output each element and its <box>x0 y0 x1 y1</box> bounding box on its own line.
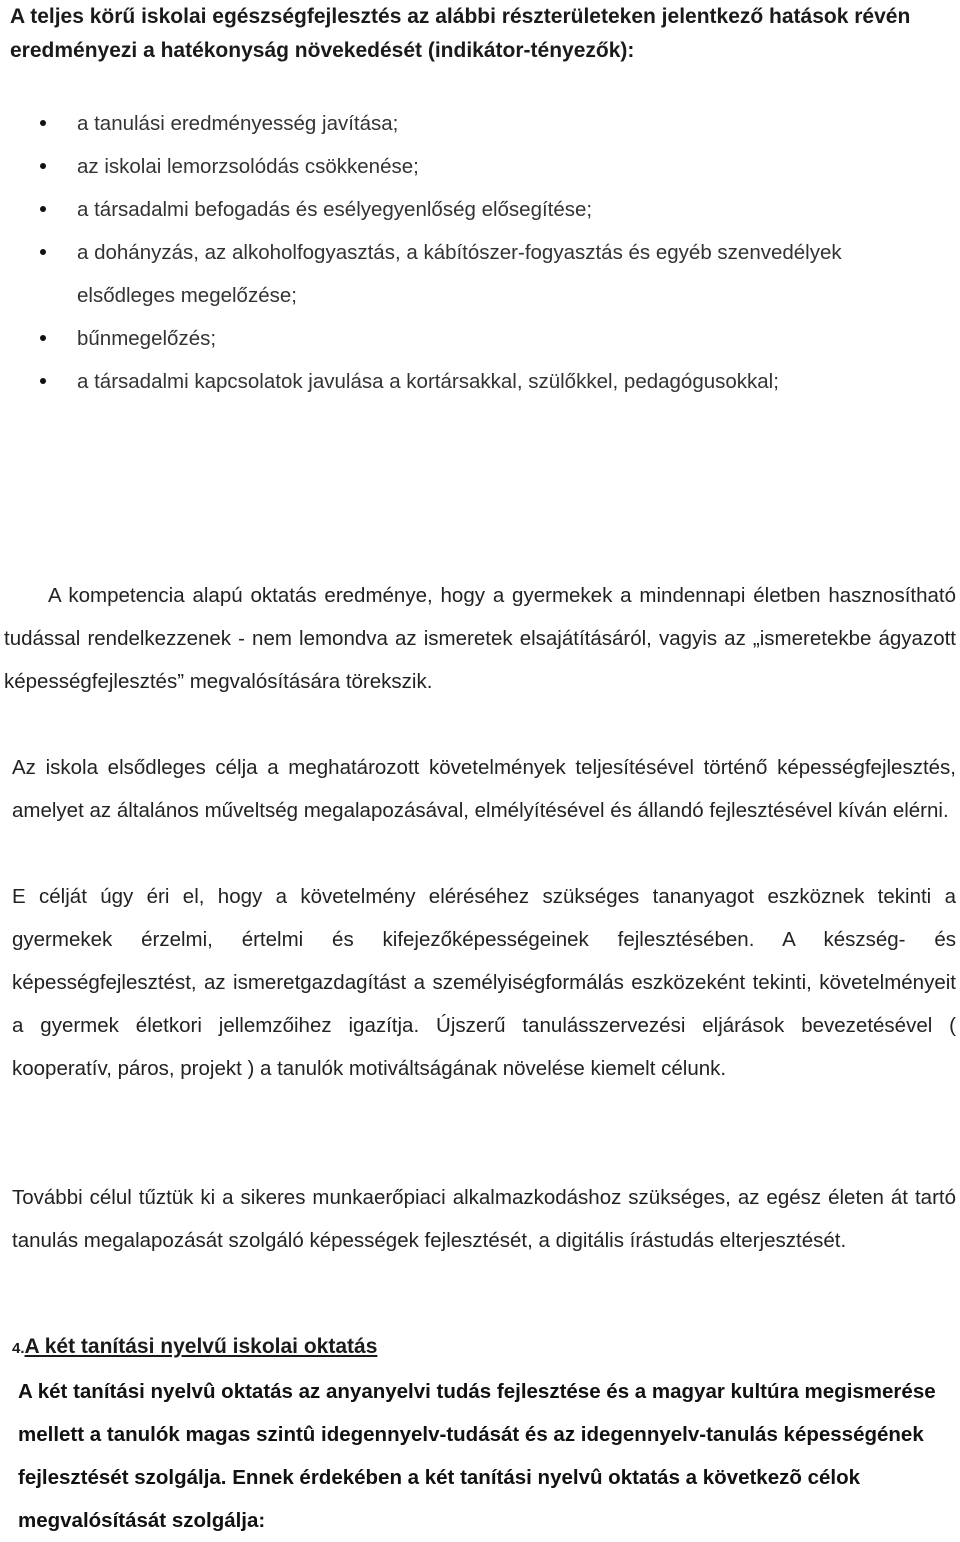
bullet-icon <box>40 378 46 384</box>
list-item-text: a dohányzás, az alkoholfogyasztás, a kábítószer-fogyasztás és egyéb szenvedélyek elsődleges megelőzése; <box>77 241 842 307</box>
bullet-icon <box>40 120 46 126</box>
paragraph-bilingual: A két tanítási nyelvû oktatás az anyanyelvi tudás fejlesztése és a magyar kultúra megismerése mellett a tanulók magas szintû idegennyelv-tudását és az idegennyelv-tanulás képességének fejlesztését szolgálja. Ennek érdekében a két tanítási nyelvû oktatás a következõ célok megvalósítását szolgálja: <box>18 1380 936 1532</box>
section-title <box>12 1330 952 1366</box>
list-item <box>0 145 937 188</box>
list-item <box>0 188 937 231</box>
list-item <box>0 360 937 403</box>
paragraph-competency: A kompetencia alapú oktatás eredménye, hogy a gyermekek a mindennapi életben hasznosítható tudással rendelkezzenek - nem lemondva az ismeretek elsajátításáról, vagyis az „ismeretekbe ágyazott képességfejlesztés” megvalósítására törekszik. <box>4 584 956 693</box>
section-heading: A teljes körű iskolai egészségfejlesztés az alábbi részterületeken jelentkező hatások révén eredményezi a hatékonyság növekedését (indikátor-tényezők): <box>10 5 911 62</box>
bullet-icon <box>40 163 46 169</box>
list-item-text: a társadalmi befogadás és esélyegyenlőség elősegítése; <box>77 198 593 221</box>
bullet-icon <box>40 206 46 212</box>
section-title-text: A két tanítási nyelvű iskolai oktatás <box>24 1335 378 1358</box>
list-item <box>0 102 937 145</box>
indicator-list <box>0 102 960 403</box>
bullet-icon <box>40 335 46 341</box>
list-item <box>0 317 937 360</box>
bullet-icon <box>40 249 46 255</box>
list-item-text: bűnmegelőzés; <box>77 327 217 350</box>
list-item-text: a tanulási eredményesség javítása; <box>77 112 399 135</box>
paragraph-methods: E célját úgy éri el, hogy a követelmény eléréséhez szükséges tananyagot eszköznek tekinti a gyermekek érzelmi, értelmi és kifejezőképességeinek fejlesztésében. A készség- és képességfejlesztést, az ismeretgazdagítást a személyiségformálás eszközeként tekinti, követelményeit a gyermek életkori jellemzőihez igazítja. Újszerű tanulásszervezési eljárások bevezetésével ( kooperatív, páros, projekt ) a tanulók motiváltságának növelése kiemelt célunk. <box>12 885 956 1080</box>
list-item <box>0 231 937 317</box>
section-number: 4. <box>12 1340 25 1357</box>
paragraph-further-goals: További célul tűztük ki a sikeres munkaerőpiaci alkalmazkodáshoz szükséges, az egész életen át tartó tanulás megalapozását szolgáló képességek fejlesztését, a digitális írástudás elterjesztését. <box>12 1186 956 1252</box>
paragraph-school-goal: Az iskola elsődleges célja a meghatározott követelmények teljesítésével történő képességfejlesztés, amelyet az általános műveltség megalapozásával, elmélyítésével és állandó fejlesztésével kíván elérni. <box>12 756 956 822</box>
list-item-text: a társadalmi kapcsolatok javulása a kortársakkal, szülőkkel, pedagógusokkal; <box>77 370 779 393</box>
list-item-text: az iskolai lemorzsolódás csökkenése; <box>77 155 419 178</box>
